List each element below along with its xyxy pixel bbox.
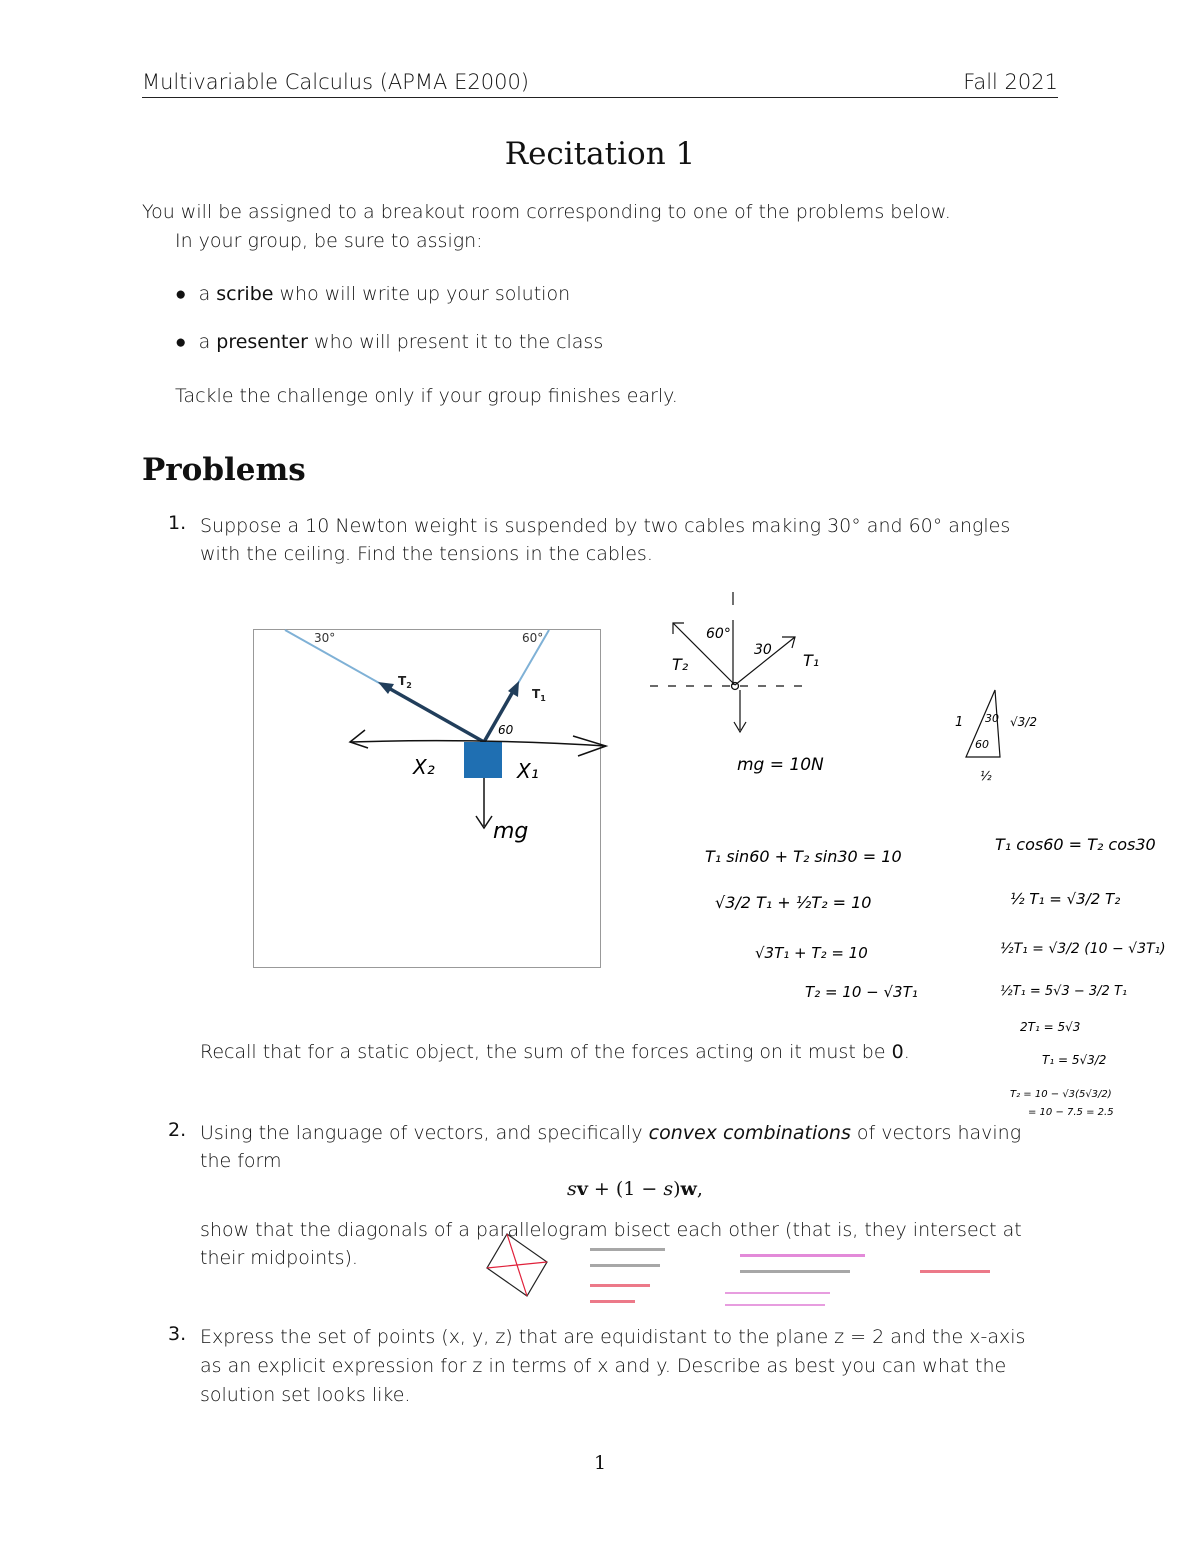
eq-right-1: T₁ cos60 = T₂ cos30 bbox=[995, 835, 1156, 854]
recall-note bbox=[200, 1038, 910, 1066]
angle-left-label: 30° bbox=[314, 631, 336, 645]
formula-paren: ) bbox=[673, 1178, 681, 1200]
eq-right-2: ½ T₁ = √3/2 T₂ bbox=[1010, 890, 1121, 908]
problem-3-text-line-1: Express the set of points (x, y, z) that are equidistant to the plane z = 2 and the x-axis bbox=[200, 1326, 1026, 1348]
triangle-1: 1 bbox=[955, 715, 964, 730]
formula-v: v bbox=[576, 1178, 588, 1200]
fbd-60: 60° bbox=[706, 626, 731, 642]
problem-2-number: 2. bbox=[168, 1119, 187, 1141]
bullet-rest: who will write up your solution bbox=[273, 283, 571, 305]
problem-2-text-a: Using the language of vectors, and specifically bbox=[200, 1122, 649, 1144]
eq-right-7: T₂ = 10 − √3(5√3/2) bbox=[1010, 1089, 1112, 1100]
problem-2-text-line-2: the form bbox=[200, 1150, 282, 1172]
bullet-icon: ● bbox=[175, 283, 187, 305]
hand-left-arrowhead bbox=[350, 730, 368, 748]
scribble-3 bbox=[590, 1284, 650, 1287]
eq-right-5: 2T₁ = 5√3 bbox=[1020, 1020, 1081, 1034]
fbd-t2: T₂ bbox=[672, 655, 689, 674]
formula-s: s bbox=[567, 1178, 577, 1200]
triangle-half: ½ bbox=[980, 769, 992, 783]
triangle-30: 30 bbox=[985, 712, 999, 725]
fbd-t1: T₁ bbox=[803, 651, 820, 670]
fbd-mg: mg = 10N bbox=[737, 755, 824, 775]
angle-right-label: 60° bbox=[522, 631, 544, 645]
fbd-30: 30 bbox=[754, 642, 772, 658]
formula-comma: , bbox=[696, 1178, 703, 1200]
t1-label: $T_1$ bbox=[532, 687, 546, 703]
bullet-prefix: a bbox=[198, 331, 217, 353]
eq-left-2: √3/2 T₁ + ½T₂ = 10 bbox=[715, 893, 872, 912]
triangle-sqrt: √3/2 bbox=[1010, 715, 1037, 729]
scribble-1 bbox=[590, 1248, 665, 1251]
weight-block bbox=[464, 742, 502, 778]
page-number: 1 bbox=[593, 1452, 607, 1474]
formula-mid: + (1 − bbox=[587, 1178, 664, 1200]
scribble-6 bbox=[740, 1270, 850, 1273]
eq-left-3: √3T₁ + T₂ = 10 bbox=[755, 944, 868, 962]
bullet-bold: scribe bbox=[216, 283, 274, 305]
problem-1-number: 1. bbox=[168, 512, 187, 534]
scribble-7 bbox=[725, 1292, 830, 1294]
intro-line-2: In your group, be sure to assign: bbox=[175, 230, 483, 252]
convex-combination-formula bbox=[0, 1178, 1200, 1200]
challenge-note: Tackle the challenge only if your group finishes early. bbox=[175, 385, 678, 407]
eq-right-3: ½T₁ = √3/2 (10 − √3T₁) bbox=[1000, 941, 1166, 957]
hand-60: 60 bbox=[498, 723, 514, 737]
recall-text: Recall that for a static object, the sum of the forces acting on it must be bbox=[200, 1041, 892, 1063]
t2-label: $T_2$ bbox=[398, 674, 412, 690]
scribble-4 bbox=[590, 1300, 635, 1303]
problem-2-text-line-1 bbox=[200, 1119, 1060, 1147]
eq-right-4: ½T₁ = 5√3 − 3/2 T₁ bbox=[1000, 984, 1128, 999]
problem-3-text-line-2: as an explicit expression for z in terms of x and y. Describe as best you can what the bbox=[200, 1355, 1007, 1377]
scribble-9 bbox=[920, 1270, 990, 1273]
hand-x2: X₂ bbox=[413, 755, 435, 779]
problem-2-emphasis: convex combinations bbox=[648, 1122, 851, 1144]
problem-1-text-line-2: with the ceiling. Find the tensions in the cables. bbox=[200, 543, 653, 565]
section-title: Problems bbox=[142, 452, 306, 488]
eq-left-4: T₂ = 10 − √3T₁ bbox=[805, 983, 918, 1001]
eq-right-6: T₁ = 5√3/2 bbox=[1042, 1053, 1107, 1067]
bullet-icon: ● bbox=[175, 331, 187, 353]
intro-line-1: You will be assigned to a breakout room corresponding to one of the problems below. bbox=[142, 201, 951, 223]
bullet-prefix: a bbox=[198, 283, 217, 305]
problem-1-text-line-1: Suppose a 10 Newton weight is suspended by two cables making 30° and 60° angles bbox=[200, 515, 1011, 537]
problem-2-text-b: of vectors having bbox=[850, 1122, 1022, 1144]
header-course: Multivariable Calculus (APMA E2000) bbox=[142, 70, 529, 94]
eq-left-1: T₁ sin60 + T₂ sin30 = 10 bbox=[705, 847, 902, 866]
problem-3-number: 3. bbox=[168, 1323, 187, 1345]
t2-arrow bbox=[385, 686, 484, 742]
page-title: Recitation 1 bbox=[504, 136, 696, 172]
fbd-point bbox=[732, 683, 739, 690]
hand-x1: X₁ bbox=[517, 759, 539, 783]
problem-2-text-line-4: their midpoints). bbox=[200, 1247, 358, 1269]
bullet-rest: who will present it to the class bbox=[308, 331, 604, 353]
scribble-2 bbox=[590, 1264, 660, 1267]
scribble-5 bbox=[740, 1254, 865, 1257]
triangle-60: 60 bbox=[975, 738, 989, 751]
problem-3-text-line-3: solution set looks like. bbox=[200, 1384, 411, 1406]
problem-2-text-line-3: show that the diagonals of a parallelogram bisect each other (that is, they intersect at bbox=[200, 1219, 1022, 1241]
recall-end: . bbox=[903, 1041, 910, 1063]
recall-zero: 0 bbox=[891, 1041, 904, 1063]
bullet-bold: presenter bbox=[216, 331, 308, 353]
scribble-8 bbox=[725, 1304, 825, 1306]
header-term: Fall 2021 bbox=[963, 70, 1058, 94]
hand-mg: mg bbox=[493, 819, 529, 844]
formula-s2: s bbox=[663, 1178, 674, 1200]
eq-right-8: = 10 − 7.5 = 2.5 bbox=[1028, 1107, 1114, 1118]
formula-w: w bbox=[680, 1178, 697, 1200]
